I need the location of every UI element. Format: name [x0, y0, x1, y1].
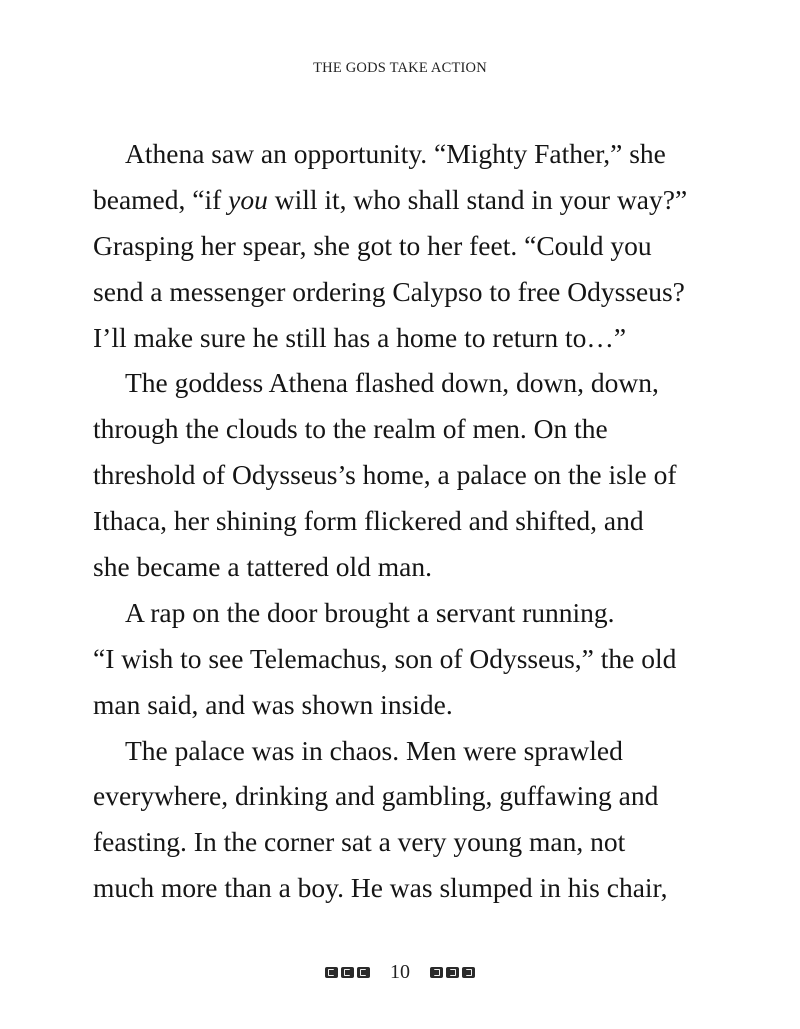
running-head: THE GODS TAKE ACTION: [313, 60, 487, 76]
greek-key-icon: [341, 967, 354, 978]
text-line: Grasping her spear, she got to her feet. “Could you: [93, 229, 652, 261]
paragraph: [93, 131, 713, 360]
text-line: threshold of Odysseus’s home, a palace on the isle of: [93, 459, 677, 491]
paragraph: [93, 590, 713, 728]
paragraph: [93, 360, 713, 589]
text-line: everywhere, drinking and gambling, guffawing and: [93, 780, 659, 812]
greek-key-icon: [430, 967, 443, 978]
emphasis-text: you: [228, 183, 268, 215]
text-span: beamed, “if: [93, 183, 229, 215]
greek-key-ornament-right: [430, 967, 475, 978]
greek-key-icon: [357, 967, 370, 978]
text-line: I’ll make sure he still has a home to return to…”: [93, 321, 627, 353]
text-line: much more than a boy. He was slumped in his chair,: [93, 872, 668, 904]
greek-key-icon: [462, 967, 475, 978]
page-number: 10: [390, 961, 410, 983]
text-line: The palace was in chaos. Men were sprawled: [125, 734, 623, 766]
text-line: “I wish to see Telemachus, son of Odysseus,” the old: [93, 642, 677, 674]
text-line: man said, and was shown inside.: [93, 688, 453, 720]
text-line: send a messenger ordering Calypso to free Odysseus?: [93, 275, 685, 307]
text-line: feasting. In the corner sat a very young man, not: [93, 826, 626, 858]
text-line: Ithaca, her shining form flickered and shifted, and: [93, 505, 644, 537]
text-line: Athena saw an opportunity. “Mighty Father,” she: [125, 138, 666, 169]
paragraph: [93, 728, 713, 912]
text-line: she became a tattered old man.: [93, 551, 433, 583]
page-footer: [0, 961, 800, 984]
text-line: A rap on the door brought a servant running.: [125, 596, 615, 628]
greek-key-icon: [446, 967, 459, 978]
greek-key-ornament-left: [325, 967, 370, 978]
text-line: [93, 177, 713, 223]
text-line: The goddess Athena flashed down, down, down,: [125, 367, 659, 399]
body-text: [93, 131, 713, 911]
text-line: through the clouds to the realm of men. On the: [93, 413, 608, 445]
text-span: will it, who shall stand in your way?”: [267, 183, 688, 215]
greek-key-icon: [325, 967, 338, 978]
